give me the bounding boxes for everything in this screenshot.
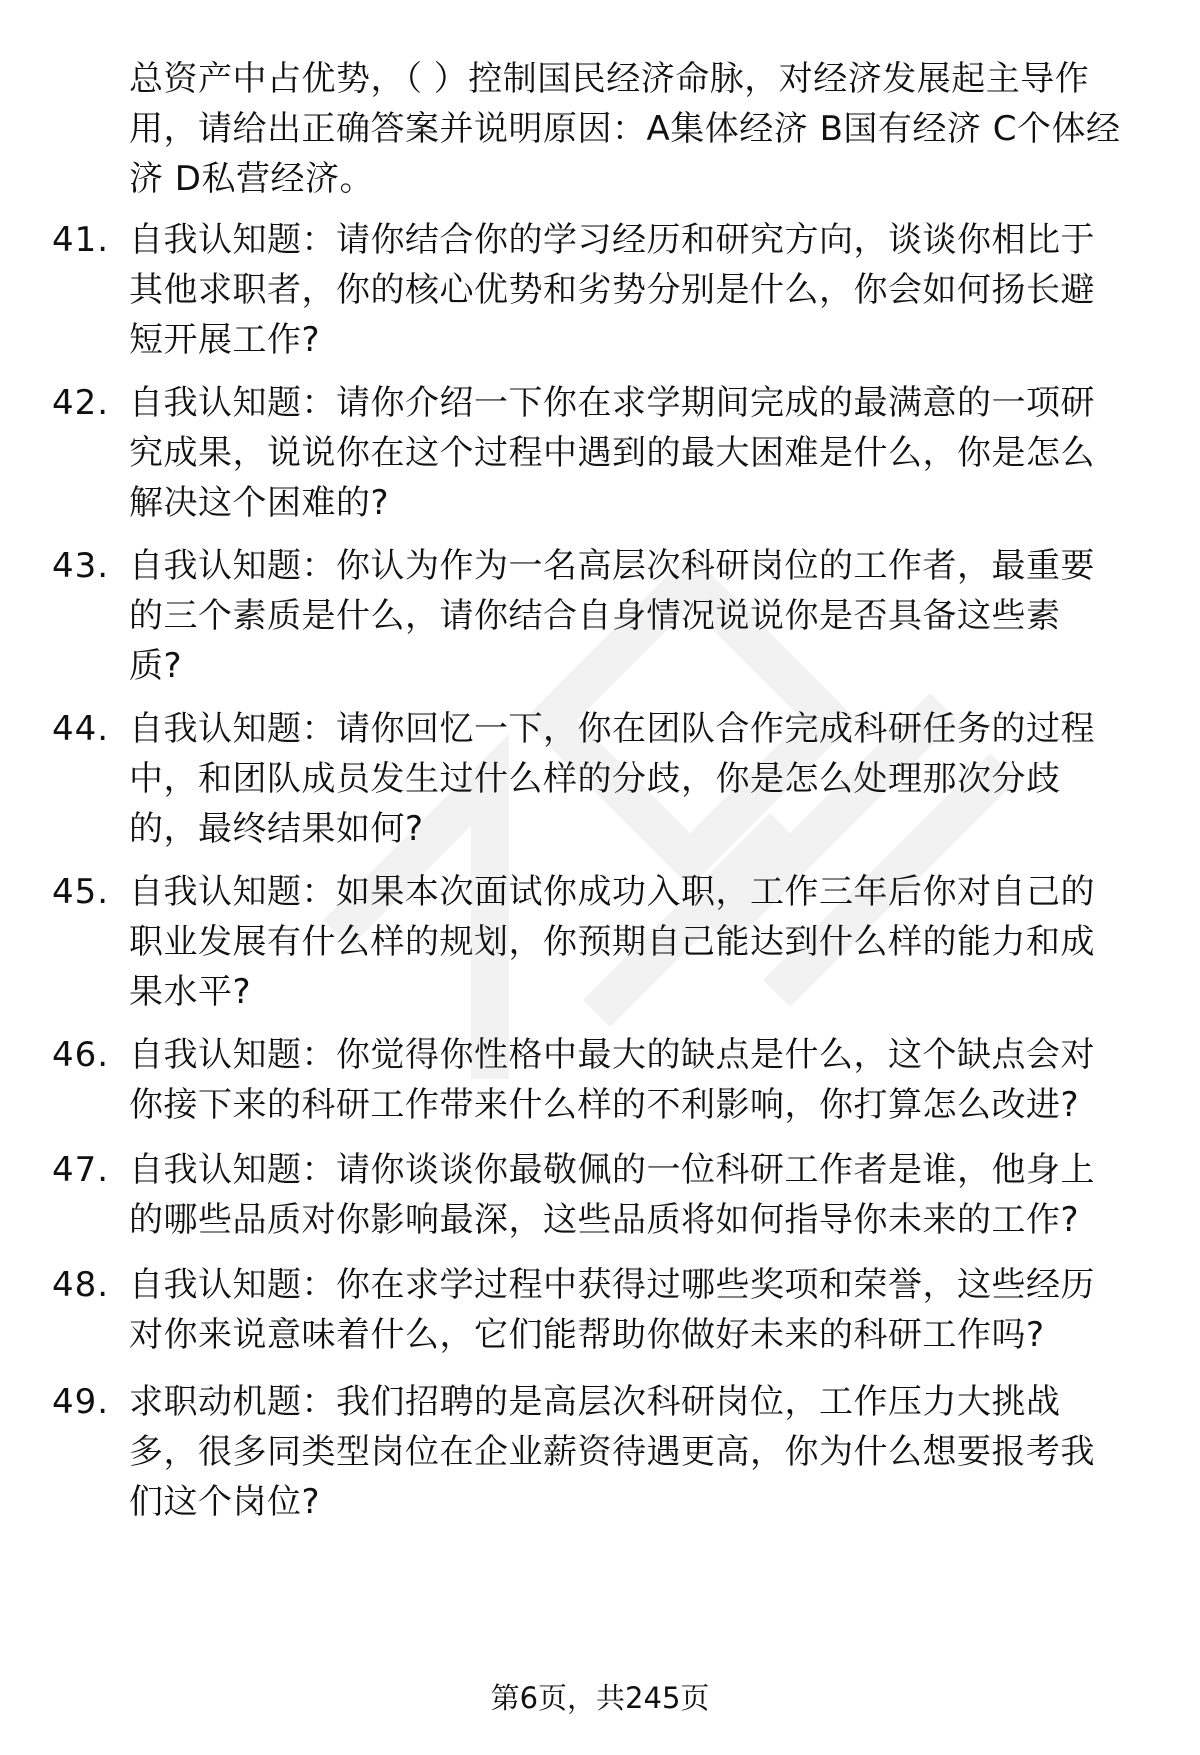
question-line: 对你来说意味着什么，它们能帮助你做好未来的科研工作吗? [129,1315,1045,1355]
question-text [129,378,1169,528]
question-number: 43. [52,546,110,586]
question-line: 其他求职者，你的核心优势和劣势分别是什么，你会如何扬长避 [129,270,1095,310]
question-line: 果水平? [129,972,252,1012]
question-line: 中，和团队成员发生过什么样的分歧，你是怎么处理那次分歧 [129,759,1061,799]
question-line: 自我认知题：请你谈谈你最敬佩的一位科研工作者是谁，他身上 [129,1150,1095,1190]
question-line: 你接下来的科研工作带来什么样的不利影响，你打算怎么改进? [129,1085,1080,1125]
question-line: 自我认知题：请你介绍一下你在求学期间完成的最满意的一项研 [129,383,1095,423]
question-line: 自我认知题：请你回忆一下，你在团队合作完成科研任务的过程 [129,709,1095,749]
question-line: 的，最终结果如何? [129,809,424,849]
question-line: 自我认知题：如果本次面试你成功入职，工作三年后你对自己的 [129,872,1095,912]
question-text [129,1377,1169,1527]
question-text [129,541,1169,691]
question-line: 解决这个困难的? [129,483,390,523]
question-line: 质? [129,646,183,686]
question-number: 45. [52,872,110,912]
question-number: 44. [52,709,110,749]
question-line: 多，很多同类型岗位在企业薪资待遇更高，你为什么想要报考我 [129,1432,1095,1472]
question-text [129,215,1169,365]
question-number: 49. [52,1382,110,1422]
question-number: 48. [52,1265,110,1305]
question-number: 47. [52,1150,110,1190]
intro-line: 济 D私营经济。 [129,159,374,199]
question-line: 的哪些品质对你影响最深，这些品质将如何指导你未来的工作? [129,1200,1080,1240]
question-line: 究成果，说说你在这个过程中遇到的最大困难是什么，你是怎么 [129,433,1095,473]
question-text [129,1145,1169,1245]
question-line: 们这个岗位? [129,1482,321,1522]
question-line: 自我认知题：你认为作为一名高层次科研岗位的工作者，最重要 [129,546,1095,586]
page-footer: 第6页，共245页 [490,1681,710,1715]
question-text [129,867,1169,1017]
question-line: 求职动机题：我们招聘的是高层次科研岗位，工作压力大挑战 [129,1382,1061,1422]
question-line: 职业发展有什么样的规划，你预期自己能达到什么样的能力和成 [129,922,1095,962]
question-text [129,1030,1169,1130]
question-number: 41. [52,220,110,260]
question-line: 短开展工作? [129,320,321,360]
question-text [129,704,1169,854]
question-line: 自我认知题：你在求学过程中获得过哪些奖项和荣誉，这些经历 [129,1265,1095,1305]
intro-line: 总资产中占优势，（ ）控制国民经济命脉，对经济发展起主导作 [129,59,1090,99]
question-line: 自我认知题：请你结合你的学习经历和研究方向，谈谈你相比于 [129,220,1095,260]
question-text [129,1260,1169,1360]
intro-text [129,54,1169,204]
question-number: 42. [52,383,110,423]
question-line: 自我认知题：你觉得你性格中最大的缺点是什么，这个缺点会对 [129,1035,1095,1075]
question-line: 的三个素质是什么，请你结合自身情况说说你是否具备这些素 [129,596,1061,636]
question-number: 46. [52,1035,110,1075]
intro-line: 用，请给出正确答案并说明原因：A集体经济 B国有经济 C个体经 [129,109,1121,149]
